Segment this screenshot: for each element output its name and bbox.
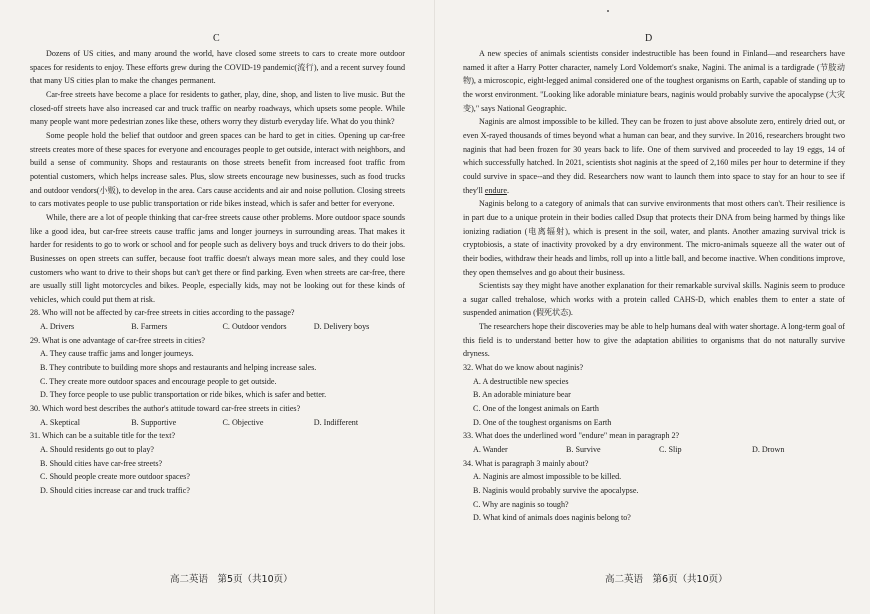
question-31: 31. Which can be a suitable title for the text? — [30, 431, 176, 441]
question-30-options — [30, 416, 405, 430]
question-29: 29. What is one advantage of car-free streets in cities? — [30, 335, 205, 345]
question-33: 33. What does the underlined word "endure" mean in paragraph 2? — [463, 431, 680, 441]
passage-paragraph: While, there are a lot of people thinking that car-free streets cause other problems. More outdoor space sounds like a good idea, but car-free streets cause traffic jams and longer journeys in surrounding areas. That makes it harder for residents to go to work or school and for people such as delivery boys and truck drivers to do their jobs. Businesses on open streets can suffer, because foot traffic doesn't always mean more sales, and they could lose customers who want to drive to their shops but can't get there or find parking. Even when streets are car-free, there are usually still light motorcycles and bikes. People, especially kids, may not be looking out for these kinds of vehicles, which could put them at risk. — [30, 212, 405, 304]
option-d: D. Delivery boys — [313, 322, 370, 332]
section-heading: C — [213, 33, 220, 44]
underlined-word: endure — [484, 185, 507, 195]
option-b: B. Survive — [566, 445, 601, 455]
section-heading: D — [645, 33, 653, 44]
option-a: A. Drivers — [40, 322, 75, 332]
option-b: B. Farmers — [131, 322, 168, 332]
option-a: A. Skeptical — [40, 417, 81, 427]
option-a: A. They cause traffic jams and longer journeys. — [40, 349, 194, 359]
option-a: A. A destructible new species — [473, 376, 569, 386]
option-b: B. Naginis would probably survive the apocalypse. — [473, 486, 639, 495]
option-c: C. Objective — [222, 417, 264, 427]
passage-paragraph: Some people hold the belief that outdoor and green spaces can be hard to get in cities. Opening up car-free streets creates more of these spaces for everyone and encourages people to get outside, interact with neighbors, and build a sense of community. Shops and restaurants on those streets benefit from increased foot traffic from potential customers, which helps increase sales. Plus, slow streets encourage new businesses, such as food trucks and outdoor vendors(小贩), to develop in the area. Cars cause accidents and air and noise pollution. Closing streets to cars motivates people to use public transportation or ride bikes instead, which is safer and better for everyone. — [30, 130, 405, 209]
option-d: D. They force people to use public transportation or ride bikes, which is safer and better. — [40, 390, 327, 400]
option-c: C. Slip — [659, 445, 682, 455]
paragraph-text: Naginis are almost impossible to be killed. They can be frozen to just above absolute zero, entirely dried out, or even X-rayed thousands of times beyond what a human can bear, and they survive. In 2016, researchers brought two naginis that had been frozen for 30 years back to life. One of them survived and proceeded to lay 19 eggs, 14 of which successfully hatched. In 2021, scientists shot naginis at the speed of 2,160 miles per hour to determine if they could survive in space--and they did. Researchers now want to launch them into space to stay for an hour to see if they'll — [463, 117, 845, 195]
option-d: D. One of the toughest organisms on Earth — [473, 417, 612, 427]
page-footer: 高二英语 第5页（共10页） — [170, 574, 293, 585]
option-d: D. What kind of animals does naginis belong to? — [473, 513, 631, 523]
option-a: A. Naginis are almost impossible to be killed. — [473, 472, 622, 482]
option-a: A. Wander — [473, 445, 508, 455]
option-b: B. An adorable miniature bear — [473, 390, 571, 400]
passage-paragraph: Dozens of US cities, and many around the world, have closed some streets to cars to create more outdoor spaces for residents to enjoy. These efforts grew during the COVID-19 pandemic(流行), and a recent survey found that many US cities plan to make the changes permanent. — [30, 49, 405, 86]
question-34: 34. What is paragraph 3 mainly about? — [463, 458, 589, 468]
passage-paragraph: A new species of animals scientists consider indestructible has been found in Finland—and researchers have named it after a Harry Potter character, namely Lord Voldemort's snake, Nagini. The animal is a tardigrade (节肢动物), a microscopic, eight-legged animal considered one of the toughest organisms on Earth, capable of standing up to the worst environment. "Looking like adorable miniature bears, naginis would probably survive the apocalypse (大灾变)," says National Geographic. — [463, 49, 845, 113]
passage-paragraph: The researchers hope their discoveries may be able to help humans deal with water shortage. A long-term goal of this field is to understand better how to give the adaptation abilities to organisms that do not naturally survive dryness. — [463, 322, 845, 359]
passage-c — [30, 47, 405, 498]
passage-paragraph: Scientists say they might have another explanation for their remarkable survival skills. Naginis seem to produce a sugar called trehalose, which works with a protein called CAHS-D, which enables them to enter a state of suspended animation (假死状态). — [463, 281, 845, 318]
question-28-options — [30, 320, 405, 334]
option-c: C. They create more outdoor spaces and encourage people to get outside. — [40, 376, 277, 386]
question-33-options — [463, 443, 845, 457]
paragraph-end: . — [506, 185, 509, 195]
option-c: C. Why are naginis so tough? — [473, 499, 569, 509]
punch-mark — [607, 10, 609, 12]
option-d: D. Should cities increase car and truck traffic? — [40, 486, 190, 495]
page-footer: 高二英语 第6页（共10页） — [605, 574, 728, 585]
exam-page-6 — [435, 0, 870, 614]
passage-d — [463, 47, 845, 525]
question-32: 32. What do we know about naginis? — [463, 363, 584, 373]
option-d: D. Indifferent — [313, 417, 359, 427]
question-28: 28. Who will not be affected by car-free streets in cities according to the passage? — [30, 308, 295, 318]
passage-paragraph: Naginis belong to a category of animals that can survive environments that most others can't. Their resilience is in part due to a unique protein in their bodies called Dsup that protects their DNA from being harmed by things like ionizing radiation (电离辐射), which is present in the soil, water, and plants. Another amazing survival trick is cryptobiosis, a state of inactivity provoked by a dry environment. The micro-animals squeeze all the water out of their bodies, withdraw their heads and limbs, roll up into a little ball, and become inactive. When conditions improve, they open themselves and go about their business. — [463, 199, 845, 277]
option-a: A. Should residents go out to play? — [40, 445, 154, 455]
option-c: C. One of the longest animals on Earth — [473, 404, 599, 414]
option-b: B. Supportive — [131, 417, 177, 427]
option-b: B. Should cities have car-free streets? — [40, 458, 163, 468]
passage-paragraph — [463, 115, 845, 197]
question-30: 30. Which word best describes the author's attitude toward car-free streets in cities? — [30, 404, 301, 414]
option-d: D. Drown — [752, 445, 785, 455]
option-b: B. They contribute to building more shops and restaurants and helping increase sales. — [40, 363, 317, 373]
option-c: C. Should people create more outdoor spaces? — [40, 472, 190, 482]
option-c: C. Outdoor vendors — [222, 322, 287, 332]
passage-paragraph: Car-free streets have become a place for residents to gather, play, dine, shop, and listen to live music. But the closed-off streets have also increased car and truck traffic on nearby roadways, which upsets some people. While many people want more pedestrian zones like these, others worry they disturb everyday life. What do you think? — [30, 89, 405, 127]
